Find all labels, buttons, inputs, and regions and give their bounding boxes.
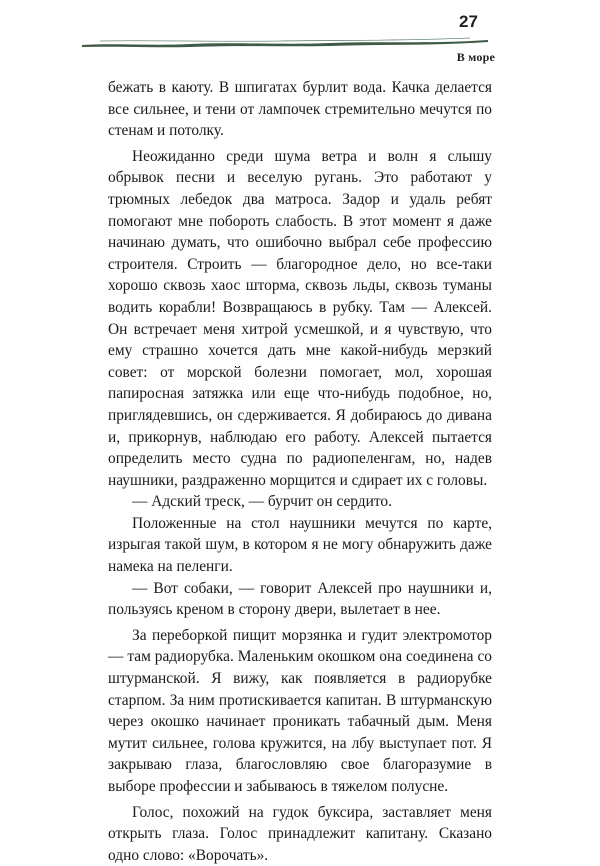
paragraph: — Адский треск, — бурчит он сердито. [132, 493, 392, 511]
paragraph: — Вот собаки, — говорит Алексей про наушники и, пользуясь креном в сторону двери, вылетает в нее. [108, 579, 492, 619]
paragraph: Неожиданно среди шума ветра и волн я слышу обрывок песни и веселую ругань. Это работают у трюмных лебедок два матроса. Задор и удаль ребят помогают мне побороть слабость. В этот момент я даже начинаю думать, что ошибочно выбрал себе профессию строителя. Строить — благородное дело, но все-таки хорошо сквозь хаос шторма, сквозь льды, сквозь туманы водить корабли! Возвращаюсь в рубку. Там — Алексей. Он встречает меня хитрой усмешкой, и я чувствую, что ему страшно хочется дать мне какой-нибудь мерзкий совет: от морской болезни помогает, мол, хорошая папиросная затяжка или еще что-нибудь подобное, но, приглядевшись, он сдерживается. Я добираюсь до дивана и, прикорнув, наблюдаю его работу. Алексей пытается определить место судна по радиопеленгам, но, надев наушники, раздраженно морщится и сдирает их с головы. [108, 147, 492, 489]
paragraph: За переборкой пищит морзянка и гудит электромотор — там радиорубка. Маленьким окошком она соединена со штурманской. Я вижу, как появляется в радиорубке старпом. За ним протискивается капитан. В штурманскую через окошко начинает проникать табачный дым. Меня мутит сильнее, голова кружится, на лбу выступает пот. Я закрываю глаза, благословляю свое благоразумие в выборе профессии и забываюсь в тяжелом полусне. [108, 626, 492, 795]
paragraph: бежать в каюту. В шпигатах бурлит вода. Качка делается все сильнее, и тени от лампочек стремительно мечутся по стенам и потолку. [108, 79, 492, 140]
paragraph: Положенные на стол наушники мечутся по карте, изрыгая такой шум, в котором я не могу обнаружить даже намека на пеленги. [108, 514, 492, 576]
paragraph: Голос, похожий на гудок буксира, заставляет меня открыть глаза. Голос принадлежит капитану. Сказано одно слово: «Ворочать». [108, 803, 492, 864]
page-number: 27 [459, 12, 478, 31]
rule-stroke-faint [100, 38, 470, 41]
running-head: В море [456, 50, 495, 64]
body-text [108, 77, 492, 866]
